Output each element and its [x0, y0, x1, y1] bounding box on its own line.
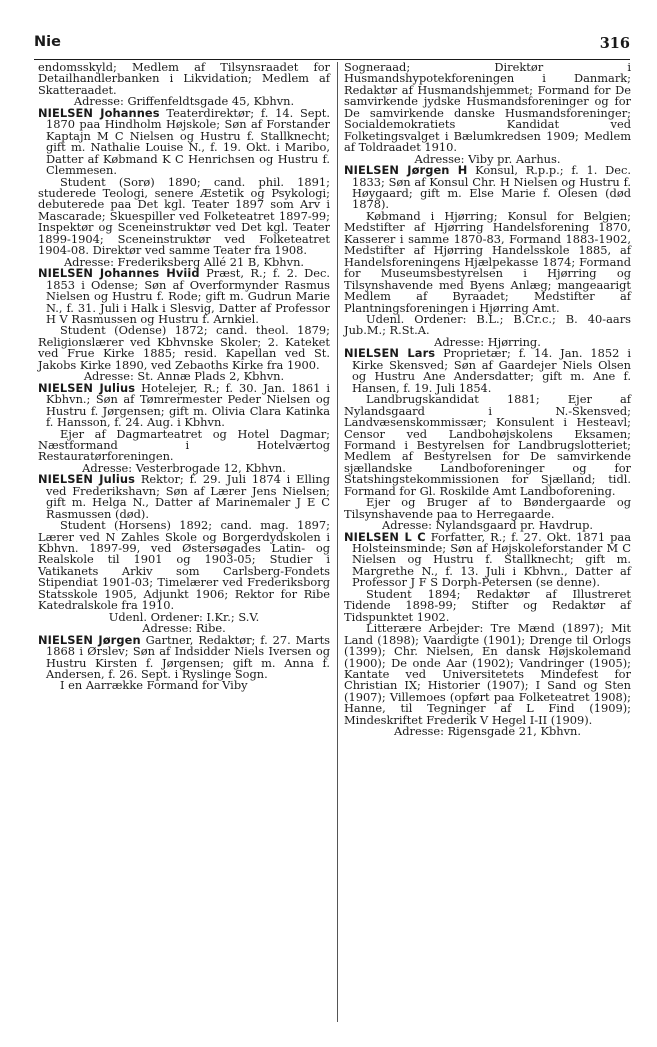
orders: Udenl. Ordener: B.L.; B.Cr.c.; B. 40-aars Jub.M.; R.St.A. — [344, 311, 631, 338]
entry-name: NIELSEN Julius — [38, 472, 135, 487]
entry-career: Student 1894; Redaktør af Illustreret Tidende 1898-99; Stifter og Redaktør af Tidspunktet 1902. — [344, 586, 631, 624]
entry-career: Landbrugskandidat 1881; Ejer af Nylandsgaard i N.-Skensved; Landvæsenskommissær; Konsulent i Hesteavl; Censor ved Landbohøjskolens Eksamen; Formand i Bestyrelsen for Landbrugslotteriet; Medlem af Bestyrelsen for De samvirkende sjællandske Landboforeninger og for Statshingstekommissionen for Sjælland; tidl. Formand for Gl. Roskilde Amt Landboforening. — [344, 392, 631, 498]
entry-career: Student (Horsens) 1892; cand. mag. 1897; Lærer ved N Zahles Skole og Borgerdydskolen i Kbhvn. 1897-99, ved Østersøgades Latin- og Realskole til 1901 og 1903-05; Studier i Vatikanets Arkiv som Carlsberg-Fondets Stipendiat 1901-03; Timelærer ved Frederiksborg Statsskole 1905, Adjunkt 1906; Rektor for Ribe Katedralskole fra 1910. — [38, 518, 330, 613]
right-column — [344, 62, 631, 738]
entry-nielsen-lars — [344, 348, 631, 394]
continued-text: Sogneraad; Direktør i Husmandshypotekforeningen i Danmark; Redaktør af Husmandshjemmet; Formand for De samvirkende jydske Husmandsforeninger og for De samvirkende danske Husmandsforeninger; Socialdemokratiets Kandidat ved Folketingsvalget i Bælumkredsen 1909; Medlem af Toldraadet 1910. — [344, 60, 631, 155]
entry-nielsen-johannes — [38, 105, 330, 178]
entry-nielsen-johannes-hviid — [38, 268, 330, 325]
entry-career: Købmand i Hjørring; Konsul for Belgien; Medstifter af Hjørring Handelsforening 1870, Kasserer i samme 1870-83, Formand 1883-1902, Medstifter af Hjørring Handelsskole 1885, af Handelsforeningens Hjælpekasse 1874; Formand for Museumsbestyrelsen i Hjørring og Tilsynshavende med Byens Anlæg; mangeaarigt Medlem af Byraadet; Medstifter af Plantningsforeningen i Hjørring Amt. — [344, 208, 631, 315]
entry-nielsen-l-c — [344, 529, 632, 590]
column-divider — [337, 62, 338, 1022]
entry-bio: Teaterdirektør; f. 14. Sept. 1870 paa Hindholm Højskole; Søn af Forstander Kaptajn M C Nielsen og Hustru f. Stallknecht; gift m. Nathalie Louise N., f. 19. Okt. i Maribo, Datter af Købmand K C Henrichsen og Hustru f. Clemmesen. — [46, 105, 330, 178]
entry-nielsen-jorgen — [38, 632, 330, 682]
page-header — [34, 34, 630, 58]
address: Adresse: Nylandsgaard pr. Havdrup. — [381, 518, 593, 533]
entry-career: Student (Sorø) 1890; cand. phil. 1891; studerede Teologi, senere Æstetik og Psykologi; debuterede paa Det kgl. Teater 1897 som Arv i Mascarade; Skuespiller ved Folketeatret 1897-99; Inspektør og Sceneinstruktør ved Det kgl. Teater 1899-1904; Sceneinstruktør ved Folketeatret 1904-08. Direktør ved samme Teater fra 1908. — [38, 174, 330, 258]
entry-name: NIELSEN Lars — [344, 346, 436, 361]
address: Adresse: Ribe. — [142, 621, 226, 636]
address: Adresse: Hjørring. — [434, 334, 541, 349]
entry-name: NIELSEN Jørgen H — [344, 163, 468, 178]
entry-bio: Præst, R.; f. 2. Dec. 1853 i Odense; Søn af Overformynder Rasmus Nielsen og Hustru f. Rode; gift m. Gudrun Marie N., f. 31. Juli i Halk i Slesvig, Datter af Professor H V Rasmussen og Hustru f. Arnkiel. — [46, 266, 330, 326]
entry-name: NIELSEN Jørgen — [38, 632, 141, 647]
entry-name: NIELSEN Johannes Hviid — [38, 266, 200, 281]
address: Adresse: St. Annæ Plads 2, Kbhvn. — [83, 369, 285, 384]
left-column — [38, 62, 330, 692]
address: Adresse: Griffenfeldtsgade 45, Kbhvn. — [73, 94, 295, 109]
entry-note: Ejer og Bruger af to Bøndergaarde og Tilsynshavende paa to Herregaarde. — [344, 495, 631, 521]
entry-bio: Hotelejer, R.; f. 30. Jan. 1861 i Kbhvn.; Søn af Tømrermester Peder Nielsen og Hustru f. Jørgensen; gift m. Olivia Clara Katinka f. Hansson, f. 24. Aug. i Kbhvn. — [46, 380, 330, 430]
page-number: 316 — [599, 35, 630, 52]
address: Adresse: Rigensgade 21, Kbhvn. — [393, 724, 582, 739]
entry-bio: Konsul, R.p.p.; f. 1. Dec. 1833; Søn af Konsul Chr. H Nielsen og Hustru f. Høygaard; gift m. Else Marie f. Olesen (død 1878). — [352, 163, 632, 212]
entry-name: NIELSEN Johannes — [38, 105, 160, 120]
entry-nielsen-jorgen-h — [344, 165, 631, 211]
entry-career: Student (Odense) 1872; cand. theol. 1879; Religionslærer ved Kbhvnske Skoler; 2. Kateket ved Frue Kirke 1885; resid. Kapellan ved St. Jakobs Kirke 1890, ved Zebaoths Kirke fra 1900. — [38, 323, 330, 372]
entry-career: Ejer af Dagmarteatret og Hotel Dagmar; Næstformand i Hotelværtog Restauratørforeningen. — [38, 426, 330, 464]
entry-name: NIELSEN L C — [344, 529, 426, 544]
entry-career: I en Aarrække Formand for Viby — [60, 678, 248, 693]
entry-bio: Rektor; f. 29. Juli 1874 i Elling ved Frederikshavn; Søn af Lærer Jens Nielsen; gift m. Helga N., Datter af Marinemaler J E C Rasmussen (død). — [46, 472, 330, 521]
orders: Udenl. Ordener: I.Kr.; S.V. — [108, 609, 260, 624]
entry-bio: Forfatter, R.; f. 27. Okt. 1871 paa Holsteinsminde; Søn af Højskoleforstander M C Nielsen og Hustru f. Stallknecht; gift m. Margrethe N., f. 13. Juli i Kbhvn., Datter af Professor J F S Dorph-Petersen (se denne). — [352, 529, 632, 590]
entry-name: NIELSEN Julius — [38, 380, 136, 395]
entry-bio: Proprietær; f. 14. Jan. 1852 i Kirke Skensved; Søn af Gaardejer Niels Olsen og Hustru Ane Andersdatter; gift m. Ane f. Hansen, f. 19. Juli 1854. — [352, 346, 632, 395]
address: Adresse: Viby pr. Aarhus. — [414, 151, 561, 166]
entry-nielsen-julius-hotelejer — [38, 380, 330, 430]
entry-works: Litterære Arbejder: Tre Mænd (1897); Mit Land (1898); Vaardigte (1901); Drenge til Orlogs (1399); Chr. Nielsen, En dansk Højskolemand (1900); De onde Aar (1902); Vandringer (1905); Kantate ved Universitetets Mindefest for Christian IX; Historier (1907); I Sand og Sten (1907); Villemoes (opført paa Folketeatret 1908); Hanne, til Tegninger af L Find (1909); Mindeskriftet Frederik V Hegel I-II (1909). — [344, 621, 631, 727]
running-head: Nie — [34, 34, 61, 50]
address: Adresse: Frederiksberg Allé 21 B, Kbhvn. — [63, 254, 305, 269]
entry-bio: Gartner, Redaktør; f. 27. Marts 1868 i Ørslev; Søn af Indsidder Niels Iversen og Hustru Kirsten f. Jørgensen; gift m. Anna f. Andersen, f. 26. Sept. i Ryslinge Sogn. — [46, 632, 330, 682]
entry-nielsen-julius-rektor — [38, 474, 330, 520]
address: Adresse: Vesterbrogade 12, Kbhvn. — [82, 460, 286, 475]
continued-text: endomsskyld; Medlem af Tilsynsraadet for Detailhandlerbanken i Likvidation; Medlem af Skatteraadet. — [38, 60, 330, 97]
